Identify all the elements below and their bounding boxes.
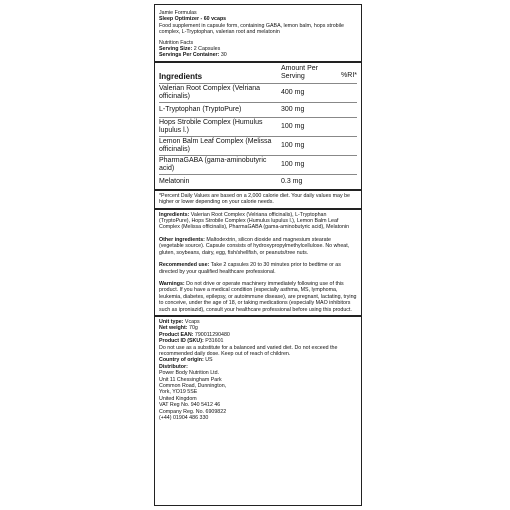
distributor-line: York, YO19 5SE bbox=[159, 389, 198, 396]
table-row bbox=[159, 155, 357, 174]
servings-per-container-value: 30 bbox=[219, 52, 227, 59]
other-ingredients-text: Maltodextrin, silicon dioxide and magnesium stearate (vegetable source). Capsule consists of hydroxypropylmethylcellulose. No wheat, gluten, soybeans, dairy, egg, fish/shellfish, or peanuts/tree nuts. bbox=[159, 236, 350, 256]
ingredient-name: Melatonin bbox=[159, 177, 190, 185]
brand-name: Jamie Formulas bbox=[159, 10, 197, 16]
ean-label: Product EAN: bbox=[159, 331, 194, 338]
serving-size-value: 2 Capsules bbox=[192, 46, 221, 53]
recommended-use-label: Recommended use: bbox=[159, 262, 210, 269]
ingredients-table bbox=[159, 83, 357, 189]
ingredient-amount: 100 mg bbox=[281, 142, 305, 150]
sku-label: Product ID (SKU): bbox=[159, 338, 204, 345]
distributor-line: Common Road, Dunnington, bbox=[159, 383, 227, 389]
serving-size-label: Serving Size: bbox=[159, 46, 193, 53]
ingredient-amount: 0.3 mg bbox=[281, 178, 303, 186]
unit-type-value: Vcaps bbox=[183, 318, 200, 325]
ingredient-name: Valerian Root Complex (Velriana officinalis) bbox=[159, 84, 261, 100]
origin-value: US bbox=[203, 357, 213, 364]
disclaimer-text: Do not use as a substitute for a balanced and varied diet. Do not exceed the recommended daily dose. Keep out of reach of children. bbox=[159, 344, 338, 357]
ingredient-name: PharmaGABA (gama-aminobutyric acid) bbox=[159, 156, 267, 172]
table-row bbox=[159, 117, 357, 136]
footnote-text: *Percent Daily Values are based on a 2,000 calorie diet. Your daily values may be higher or lower depending on your calorie needs. bbox=[159, 192, 351, 206]
ingredient-amount: 300 mg bbox=[281, 106, 305, 114]
recommended-use-text: Take 2 capsules 20 to 30 minutes prior to bedtime or as directed by your qualified healthcare professional. bbox=[159, 262, 341, 275]
ingredient-name: Lemon Balm Leaf Complex (Melissa officinalis) bbox=[159, 137, 272, 153]
distributor-line: Power Body Nutrition Ltd. bbox=[159, 370, 220, 377]
product-description: Food supplement in capsule form, containing GABA, lemon balm, hops strobile complex, L-Tryptophan, valerian root and melatonin bbox=[159, 22, 344, 36]
ingredients-table-header bbox=[159, 63, 357, 83]
unit-type-label: Unit type: bbox=[159, 318, 184, 325]
distributor-line: Company Reg. No. 6909822 bbox=[159, 408, 227, 415]
ingredients-text: Valerian Root Complex (Velriana officinalis), L-Tryptophan (TryptoPure), Hops Strobile Complex (Humulus lupulus l.), Lemon Balm Leaf Complex (Melissa officinalis), PharmaGABA (gama-aminobutyric acid), Melatonin bbox=[159, 211, 350, 231]
product-header bbox=[159, 8, 357, 61]
distributor-line: Unit 11 Chessingham Park bbox=[159, 376, 222, 383]
net-weight-value: 70g bbox=[187, 325, 198, 332]
distributor-line: (+44) 01904 486 330 bbox=[159, 415, 209, 422]
product-details-section bbox=[159, 317, 357, 424]
ingredient-amount: 100 mg bbox=[281, 161, 305, 169]
net-weight-label: Net weight: bbox=[159, 325, 188, 332]
supplement-label-panel bbox=[154, 4, 362, 506]
ean-value: 790011290480 bbox=[193, 331, 230, 338]
nutrition-facts-heading: Nutrition Facts bbox=[159, 39, 194, 46]
origin-label: Country of origin: bbox=[159, 357, 204, 364]
warnings-label: Warnings: bbox=[159, 280, 185, 287]
other-ingredients-label: Other ingredients: bbox=[159, 236, 205, 243]
distributor-line: United Kingdom bbox=[159, 395, 197, 402]
table-row bbox=[159, 102, 357, 117]
sku-value: P31601 bbox=[203, 338, 224, 345]
table-row bbox=[159, 136, 357, 155]
ingredient-name: Hops Strobile Complex (Humulus lupulus l.) bbox=[159, 118, 263, 134]
ingredient-amount: 400 mg bbox=[281, 89, 305, 97]
ingredients-section bbox=[159, 210, 357, 315]
col-amount: Amount Per Serving bbox=[281, 64, 318, 80]
table-row bbox=[159, 83, 357, 102]
product-title: Sleep Optimizer - 60 vcaps bbox=[159, 16, 227, 23]
col-ri: %RI* bbox=[341, 71, 357, 79]
col-ingredients: Ingredients bbox=[159, 71, 203, 81]
table-row bbox=[159, 174, 357, 189]
ingredient-name: L-Tryptophan (TryptoPure) bbox=[159, 105, 242, 113]
ingredients-label: Ingredients: bbox=[159, 211, 190, 218]
warnings-text: Do not drive or operate machinery immediately following use of this product. If you have a medical condition (especially asthma, MS, lymphoma, leukemia, diabetes, epilepsy, or autoimmune disease), are pregnant, lactating, trying to conceive, under the age of 18, or taking medications (especially MAO inhibitors such as iproniazid), consult your healthcare professional before using this product. bbox=[159, 280, 357, 313]
servings-per-container-label: Servings Per Container: bbox=[159, 52, 220, 59]
ingredient-amount: 100 mg bbox=[281, 123, 305, 131]
distributor-line: VAT Reg No. 940 5412 46 bbox=[159, 402, 221, 409]
distributor-label: Distributor: bbox=[159, 363, 188, 370]
daily-values-footnote bbox=[159, 191, 357, 208]
